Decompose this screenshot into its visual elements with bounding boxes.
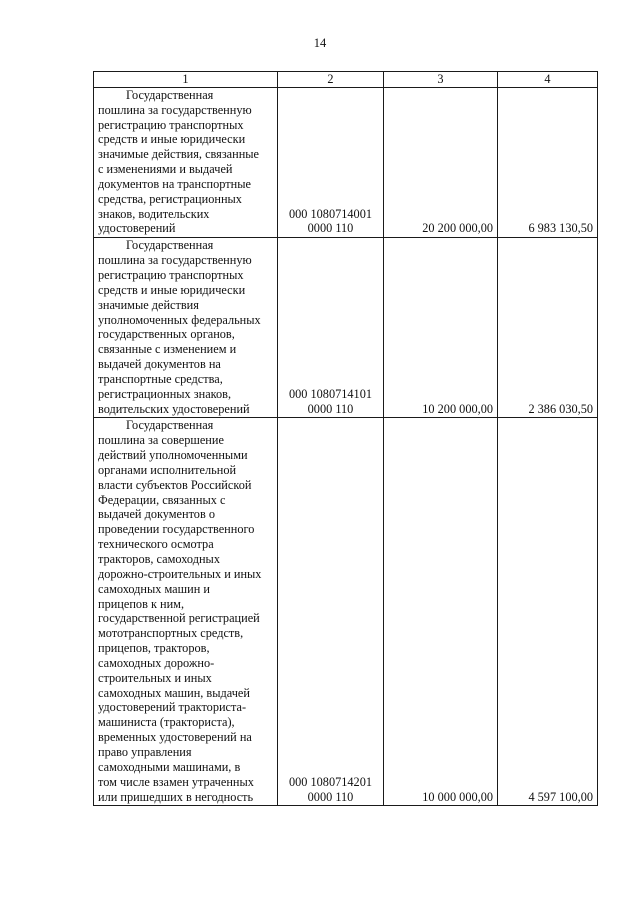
revenue-name-line: тракторов, самоходных xyxy=(98,552,220,566)
revenue-name-line: знаков, водительских xyxy=(98,206,210,221)
revenue-name-line: государственной регистрацией xyxy=(98,611,260,626)
table-body xyxy=(94,87,598,806)
actual-amount-cell: 6 983 130,50 xyxy=(498,87,598,237)
revenue-name-line: прицепов, тракторов, xyxy=(98,641,210,656)
revenue-name-line: удостоверений xyxy=(98,221,176,236)
revenue-name-line: проведении государственного xyxy=(98,522,255,537)
revenue-name-line: выдачей документов о xyxy=(98,507,215,522)
revenue-name-line: регистрацию транспортных xyxy=(98,267,244,282)
revenue-name-cell xyxy=(94,238,278,418)
revenue-name-line: регистрационных знаков, xyxy=(98,386,232,401)
table-header-row xyxy=(94,72,598,88)
table-row xyxy=(94,238,598,418)
budget-table xyxy=(93,71,598,806)
budget-code-line: 0000 110 xyxy=(307,221,354,236)
revenue-name-line: прицепов к ним, xyxy=(98,596,185,611)
revenue-name-line: дорожно-строительных и иных xyxy=(98,566,262,581)
plan-amount-cell: 10 200 000,00 xyxy=(384,238,498,418)
budget-code-line: 000 1080714001 xyxy=(288,206,372,221)
revenue-name-line: с изменениями и выдачей xyxy=(98,162,233,177)
revenue-name-line: власти субъектов Российской xyxy=(98,477,252,492)
revenue-name-line: водительских удостоверений xyxy=(98,401,250,416)
revenue-name-line: действий уполномоченными xyxy=(98,448,248,463)
revenue-name-line: Государственная xyxy=(126,238,214,253)
budget-code-cell xyxy=(278,238,384,418)
revenue-name-line: государственных органов, xyxy=(98,327,235,342)
budget-code-line: 0000 110 xyxy=(307,789,354,804)
table-row xyxy=(94,418,598,806)
revenue-name-line: машиниста (тракториста), xyxy=(98,715,235,730)
revenue-name-line: значимые действия xyxy=(98,297,199,312)
actual-amount-cell: 2 386 030,50 xyxy=(498,238,598,418)
column-header-3: 3 xyxy=(384,72,498,88)
revenue-name-line: технического осмотра xyxy=(98,537,214,552)
revenue-name-line: регистрацию транспортных xyxy=(98,117,244,132)
revenue-name-line: самоходными машинами, в xyxy=(98,759,241,774)
revenue-name-line: пошлина за государственную xyxy=(98,102,252,117)
revenue-name-line: самоходных машин, выдачей xyxy=(98,685,250,700)
revenue-name-cell xyxy=(94,87,278,237)
revenue-name-line: строительных и иных xyxy=(98,670,212,685)
revenue-name-line: выдачей документов на xyxy=(98,357,221,372)
revenue-name-line: средств и иные юридически xyxy=(98,282,246,297)
revenue-name-line: самоходных машин и xyxy=(98,581,210,596)
revenue-name-line: уполномоченных федеральных xyxy=(98,312,261,327)
column-header-2: 2 xyxy=(278,72,384,88)
revenue-name-line: временных удостоверений на xyxy=(98,730,252,745)
revenue-name-line: пошлина за совершение xyxy=(98,433,224,448)
revenue-name-line: удостоверений тракториста- xyxy=(98,700,247,715)
page-number: 14 xyxy=(313,36,327,50)
actual-amount-cell: 4 597 100,00 xyxy=(498,418,598,806)
column-header-1: 1 xyxy=(94,72,278,88)
plan-amount-cell: 20 200 000,00 xyxy=(384,87,498,237)
revenue-name-line: значимые действия, связанные xyxy=(98,147,260,162)
revenue-name-line: средства, регистрационных xyxy=(98,191,242,206)
revenue-name-cell xyxy=(94,418,278,806)
revenue-name-line: или пришедших в негодность xyxy=(98,789,254,804)
budget-code-line: 000 1080714101 xyxy=(288,386,372,401)
revenue-name-line: документов на транспортные xyxy=(98,176,251,191)
table-row xyxy=(94,87,598,237)
column-header-4: 4 xyxy=(498,72,598,88)
revenue-name-line: пошлина за государственную xyxy=(98,253,252,268)
revenue-name-line: самоходных дорожно- xyxy=(98,655,215,670)
revenue-name-line: мототранспортных средств, xyxy=(98,626,244,641)
revenue-name-line: том числе взамен утраченных xyxy=(98,774,254,789)
budget-code-cell xyxy=(278,418,384,806)
revenue-name-line: органами исполнительной xyxy=(98,462,237,477)
budget-code-line: 000 1080714201 xyxy=(288,774,372,789)
budget-code-line: 0000 110 xyxy=(307,401,354,416)
budget-code-cell xyxy=(278,87,384,237)
revenue-name-line: право управления xyxy=(98,744,192,759)
revenue-name-line: Государственная xyxy=(126,87,214,102)
plan-amount-cell: 10 000 000,00 xyxy=(384,418,498,806)
revenue-name-line: средств и иные юридически xyxy=(98,132,246,147)
revenue-name-line: связанные с изменением и xyxy=(98,342,237,357)
revenue-name-line: транспортные средства, xyxy=(98,371,223,386)
revenue-name-line: Государственная xyxy=(126,418,214,433)
revenue-name-line: Федерации, связанных с xyxy=(98,492,226,507)
